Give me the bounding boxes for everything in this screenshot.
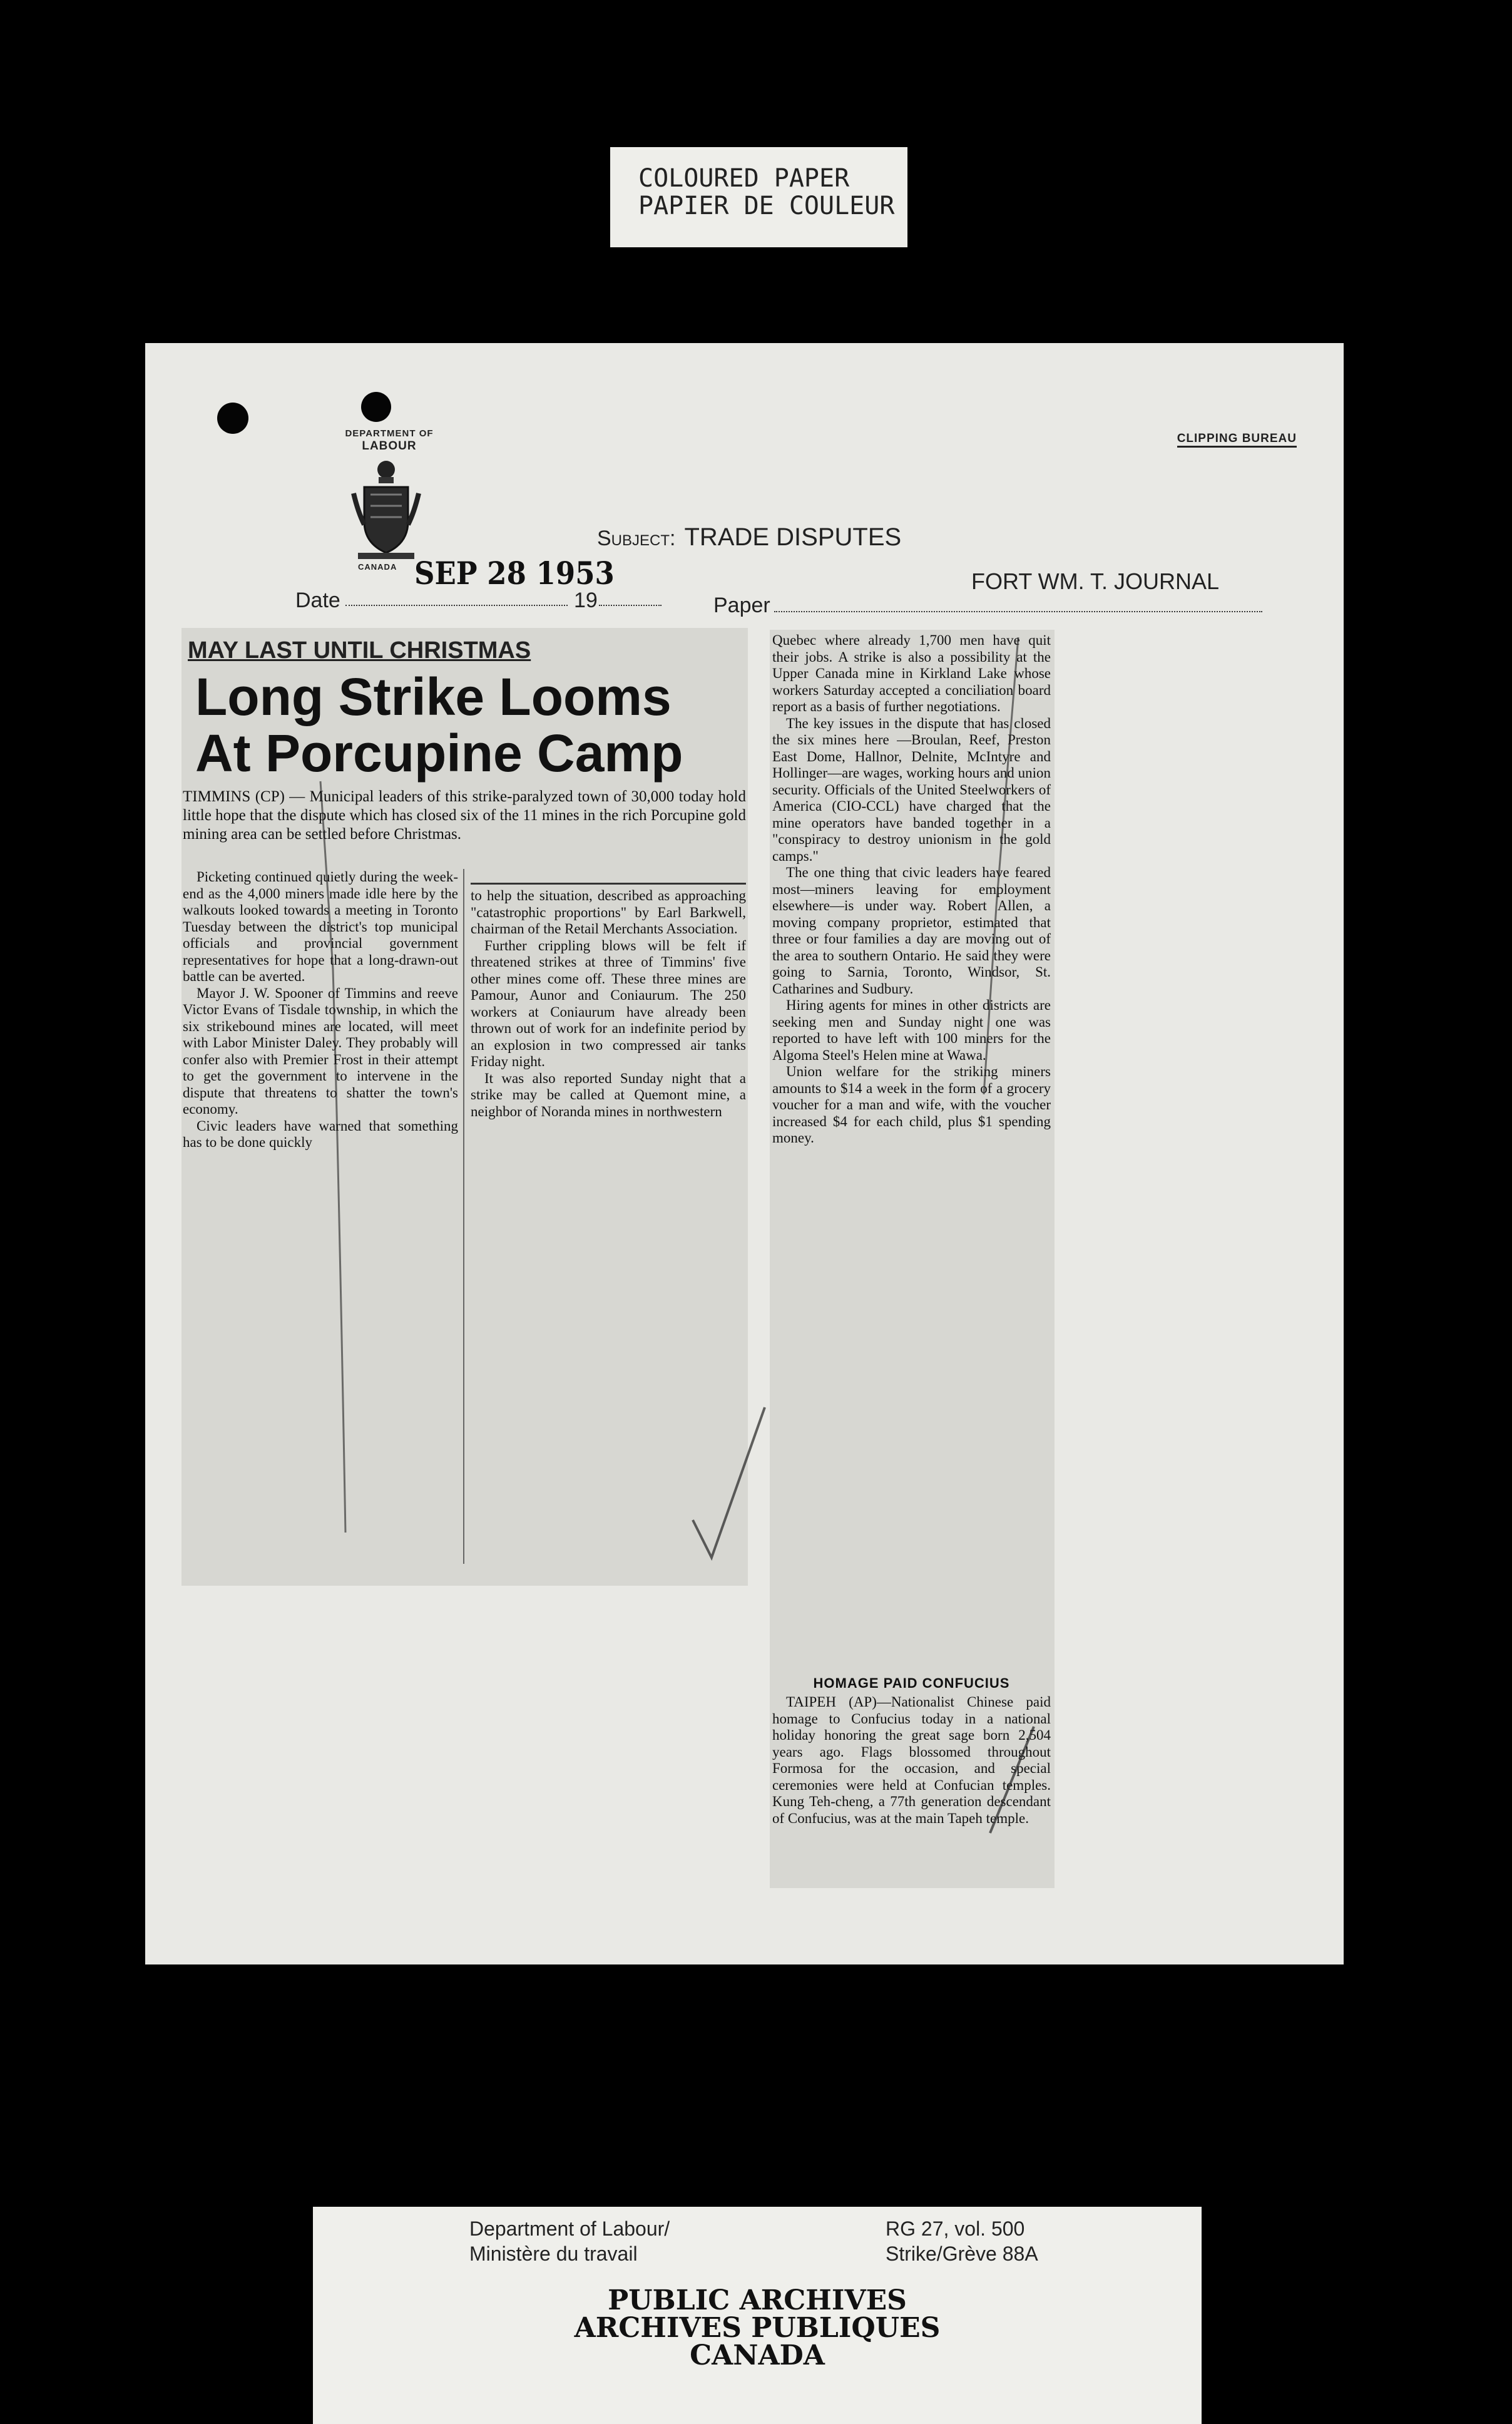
- paragraph: Civic leaders have warned that something has to be done quickly: [183, 1117, 458, 1150]
- article-headline: [195, 669, 746, 781]
- department-caption: [469, 2216, 670, 2266]
- column-divider: [463, 869, 464, 1564]
- subject-value: TRADE DISPUTES: [684, 523, 902, 551]
- paragraph: TAIPEH (AP)—Nationalist Chinese paid homage to Confucius today in a national holiday honoring the great sage born 2,504 years ago. Flags blossomed throughout Formosa for the occasion, and special ceremonies were held at Confucian temples. Kung Teh-cheng, a 77th generation descendant of Confucius, was at the main Tapeh temple.: [772, 1694, 1051, 1826]
- public-archives-name: [313, 2284, 1202, 2371]
- paragraph: Union welfare for the striking miners amounts to $14 a week in the form of a grocery voucher for a man and wife, with the voucher increased $4 for each child, plus $1 spending money.: [772, 1064, 1051, 1146]
- strike-number: Strike/Grève 88A: [886, 2242, 1038, 2265]
- confucius-headline: HOMAGE PAID CONFUCIUS: [813, 1675, 1010, 1691]
- article-column-2: [471, 888, 746, 1120]
- date-label: Date: [295, 588, 340, 612]
- clipping-sheet: [145, 343, 1344, 1964]
- department-en: Department of Labour/: [469, 2217, 670, 2240]
- article-kicker: MAY LAST UNTIL CHRISTMAS: [188, 637, 531, 664]
- coloured-paper-label: [610, 147, 907, 247]
- canada-caption: CANADA: [358, 562, 397, 572]
- year-prefix: 19: [574, 588, 598, 612]
- headline-line2: At Porcupine Camp: [195, 724, 683, 783]
- headline-line1: Long Strike Looms: [195, 667, 672, 726]
- subject-row: [597, 523, 901, 552]
- paragraph: Hiring agents for mines in other districts are seeking men and Sunday night one was reported to have left with 100 miners for the Algoma Steel's Helen mine at Wawa.: [772, 997, 1051, 1063]
- archives-en: PUBLIC ARCHIVES: [608, 2284, 907, 2316]
- year-dotted-line: [599, 605, 662, 606]
- date-stamp: SEP 28 1953: [414, 555, 615, 592]
- paragraph: The key issues in the dispute that has closed the six mines here —Broulan, Reef, Preston East Dome, Hallnor, Delnite, McIntyre and Hollinger—are wages, working hours and union security. Officials of the United Steelworkers of America (CIO-CCL) have charged that the mine operators have banded together in a "conspiracy to destroy unionism in the gold camps.": [772, 715, 1051, 864]
- article-column-1: [183, 869, 458, 1151]
- department-line1: DEPARTMENT OF: [345, 428, 434, 439]
- paragraph: Quebec where already 1,700 men have quit their jobs. A strike is also a possibility at the Upper Canada mine in Kirkland Lake whose workers Saturday accepted a conciliation board report as a basis of further negotiations.: [772, 632, 1051, 714]
- article-column-3: [772, 632, 1051, 1147]
- coat-of-arms-icon: [349, 456, 424, 562]
- paragraph: Further crippling blows will be felt if threatened strikes at three of Timmins' five other mines come off. These three mines are Pamour, Aunor and Coniaurum. The 250 workers at Coniaurum have already been thrown out of work for an indefinite period by an explosion in two compressed air tanks Friday night.: [471, 937, 746, 1069]
- archives-fr: ARCHIVES PUBLIQUES: [574, 2312, 941, 2344]
- record-group: RG 27, vol. 500: [886, 2217, 1025, 2240]
- subject-label: Subject:: [597, 526, 676, 550]
- archives-canada: CANADA: [690, 2339, 825, 2371]
- paper-dotted-line: [774, 611, 1262, 612]
- department-fr: Ministère du travail: [469, 2242, 638, 2265]
- record-reference: [886, 2216, 1038, 2266]
- coloured-paper-line-fr: PAPIER DE COULEUR: [638, 192, 895, 220]
- punch-hole-1: [217, 403, 248, 434]
- date-dotted-line: [345, 605, 568, 606]
- paper-name: FORT WM. T. JOURNAL: [971, 568, 1220, 594]
- column-rule: [471, 883, 746, 885]
- article-lead: TIMMINS (CP) — Municipal leaders of this strike-paralyzed town of 30,000 today hold little hope that the dispute which has closed six of the 11 mines in the rich Porcupine gold mining area can be settled before Christmas.: [183, 788, 746, 843]
- paragraph: The one thing that civic leaders have feared most—miners leaving for employment elsewhere—is under way. Robert Allen, a moving company proprietor, estimated that three or four families a day are moving out of the area to southern Ontario. He said they were going to Sarnia, Toronto, Windsor, St. Catharines and Sudbury.: [772, 865, 1051, 997]
- department-heading: [336, 428, 442, 453]
- department-line2: LABOUR: [362, 439, 417, 453]
- paragraph: Picketing continued quietly during the week-end as the 4,000 miners made idle here by the walkouts looked towards a meeting in Toronto Tuesday between the district's top municipal officials and provincial government representatives for hope that a long-drawn-out battle can be averted.: [183, 869, 458, 984]
- paper-label: Paper: [713, 593, 770, 617]
- clipping-bureau-label: CLIPPING BUREAU: [1177, 432, 1297, 448]
- coloured-paper-line-en: COLOURED PAPER: [638, 164, 850, 193]
- confucius-article: [772, 1694, 1051, 1827]
- paragraph: to help the situation, described as approaching "catastrophic proportions" by Earl Barkwell, chairman of the Retail Merchants Association.: [471, 888, 746, 937]
- paragraph: Mayor J. W. Spooner of Timmins and reeve Victor Evans of Tisdale township, in which the six strikebound mines are located, will meet with Labor Minister Daley. They probably will confer also with Premier Frost in their attempt to get the government to intervene in the dispute that threatens to shatter the town's economy.: [183, 985, 458, 1117]
- paragraph: It was also reported Sunday night that a strike may be called at Quemont mine, a neighbor of Noranda mines in northwestern: [471, 1070, 746, 1119]
- archives-label: [313, 2207, 1202, 2424]
- punch-hole-2: [361, 392, 391, 422]
